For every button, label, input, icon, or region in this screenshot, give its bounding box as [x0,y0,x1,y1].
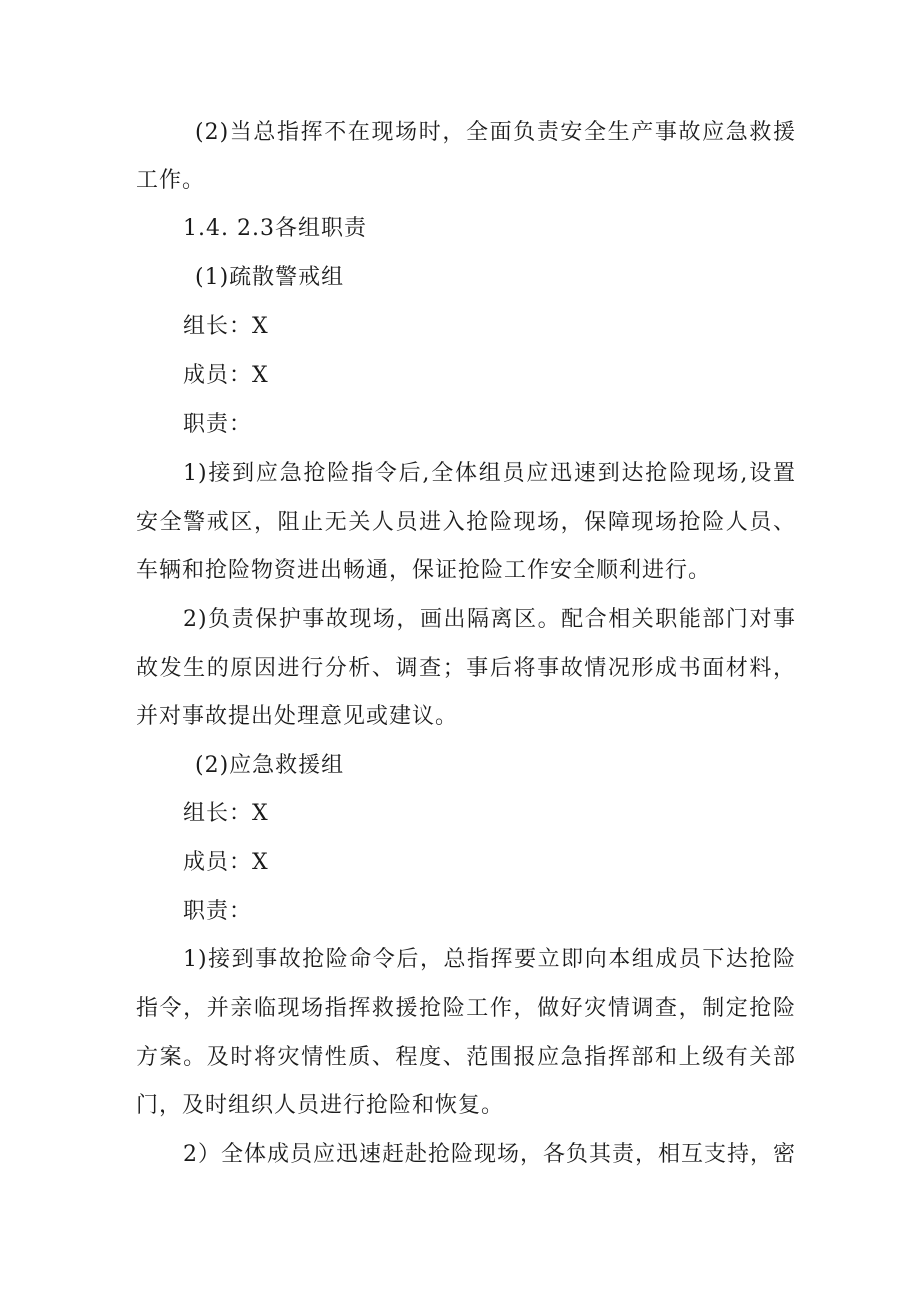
paragraph-line: 门，及时组织人员进行抢险和恢复。 [136,1093,505,1118]
paragraph-line: 故发生的原因进行分析、调查；事后将事故情况形成书面材料， [136,656,796,681]
duties-label: 职责： [183,412,253,437]
group-heading: (1)疏散警戒组 [195,265,345,290]
paragraph-line: 1)接到事故抢险命令后，总指挥要立即向本组成员下达抢险 [183,947,796,972]
paragraph-line: (2)当总指挥不在现场时，全面负责安全生产事故应急救援 [195,120,796,145]
paragraph-line: 车辆和抢险物资进出畅通，保证抢险工作安全顺利进行。 [136,558,712,583]
paragraph-line: 方案。及时将灾情性质、程度、范围报应急指挥部和上级有关部 [136,1045,796,1070]
section-heading: 1.4. 2.3各组职责 [183,216,367,241]
paragraph-line: 并对事故提出处理意见或建议。 [136,704,459,729]
paragraph-line: 指令，并亲临现场指挥救援抢险工作，做好灾情调查，制定抢险 [136,996,796,1021]
duties-label: 职责： [183,899,253,924]
paragraph-line: 工作。 [136,168,206,193]
group-members: 成员：X [183,363,269,388]
group-leader: 组长：X [183,314,269,339]
group-heading: (2)应急救援组 [195,753,345,778]
paragraph-line: 安全警戒区，阻止无关人员进入抢险现场，保障现场抢险人员、 [136,510,796,535]
group-leader: 组长：X [183,801,269,826]
paragraph-line: 2)负责保护事故现场，画出隔离区。配合相关职能部门对事 [183,607,796,632]
paragraph-line: 1)接到应急抢险指令后,全体组员应迅速到达抢险现场,设置 [183,461,796,486]
group-members: 成员：X [183,850,269,875]
paragraph-line: 2）全体成员应迅速赶赴抢险现场，各负其责，相互支持，密 [183,1142,796,1167]
